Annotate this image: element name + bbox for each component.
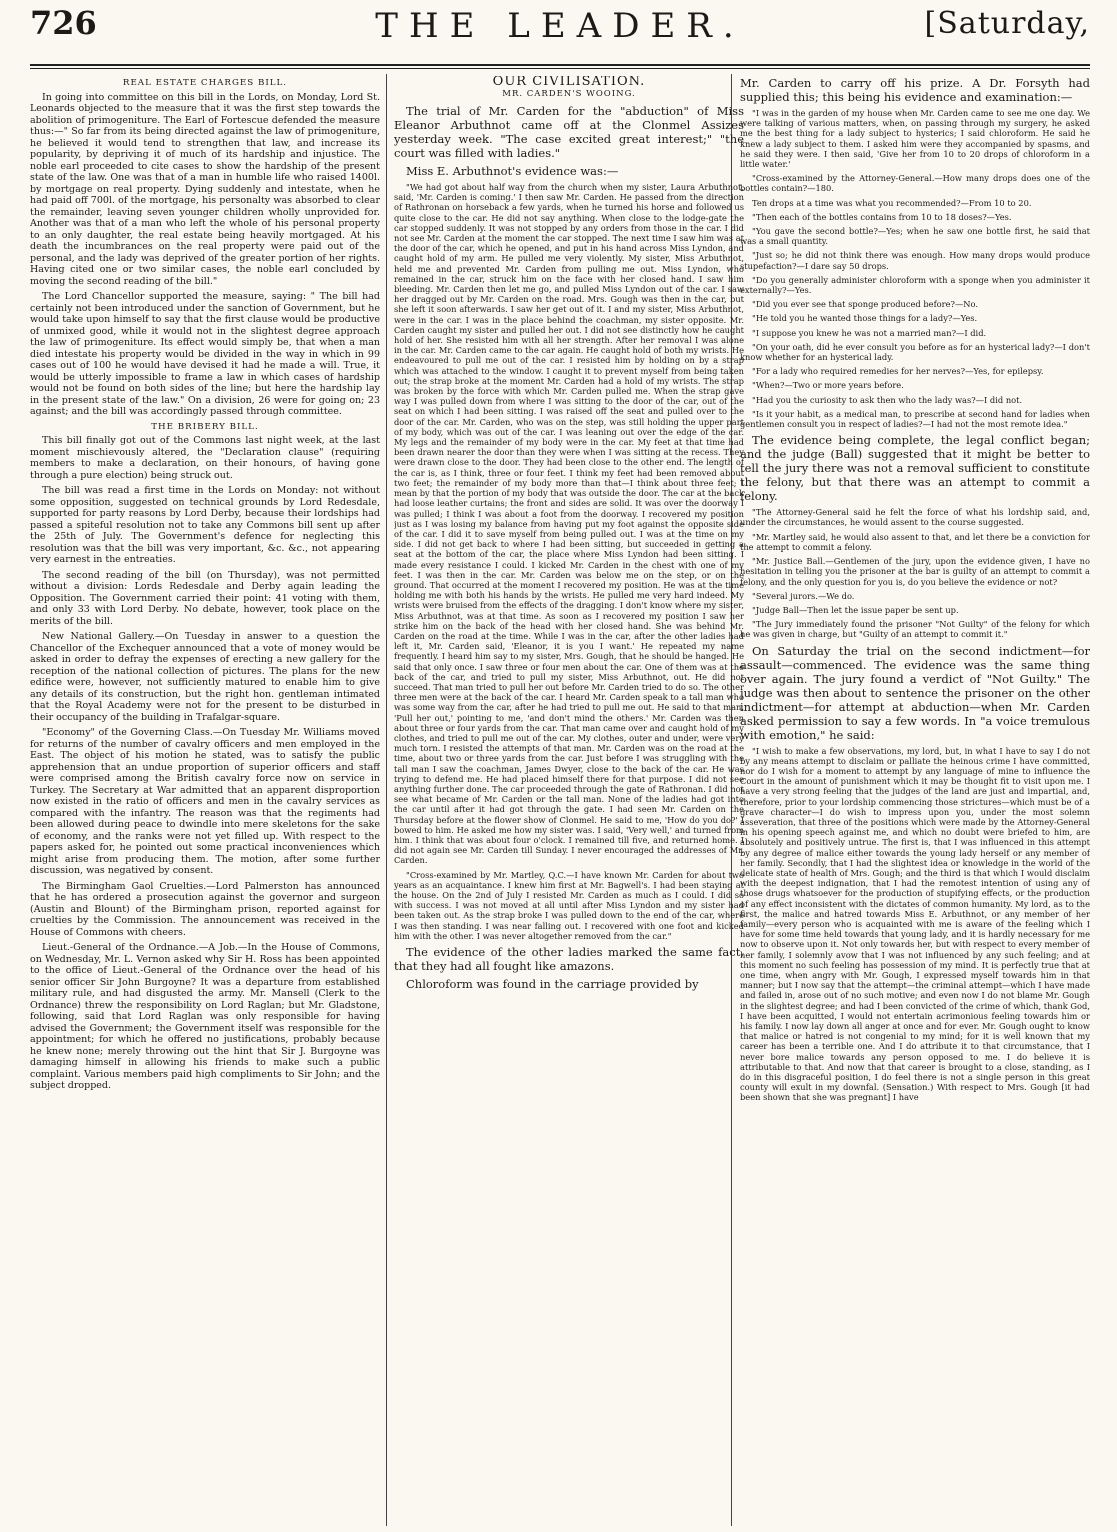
paragraph: The Lord Chancellor supported the measure, saying: " The bill had certainly not been introduced under the sanction of Government, but he would take upon himself to say that the first clause would be productive of unmixed good, while it would not in the slightest degree approach the law of primogeniture. Its effect would simply be, that when a man died intestate his property would be divided in the way in which in 99 cases out of 100 he would have devised it had he made a will. True, it would be utterly impossible to frame a law in which cases of hardship would not be found on both sides of the line; but here the hardship lay in the present state of the law." On a division, 26 were for going on; 23 against; and the bill was accordingly passed through committee. [30,291,380,417]
paragraph: Chloroform was found in the carriage provided by [406,977,699,992]
header-rule [30,64,1090,66]
paragraph: The trial of Mr. Carden for the "abduction" of Miss Eleanor Arbuthnot came off at the Clonmel Assizes yesterday week. "The case excited great interest;" "the court was filled with ladies." [394,104,744,160]
paragraph: New National Gallery.—On Tuesday in answer to a question the Chancellor of the Exchequer announced that a vote of money would be asked in order to defray the expenses of erecting a new gallery for the reception of the national collection of pictures. The plans for the new edifice were, however, not sufficiently matured to enable him to give any details of its construction, but the right hon. gentleman intimated that the Royal Academy were not for the present to be disturbed in their occupancy of the building in Trafalgar-square. [30,631,380,723]
paragraph: The evidence being complete, the legal conflict began; and the judge (Ball) suggested that it might be better to tell the jury there was not a removal sufficient to constitute the felony, but that there was an attempt to commit a felony. [740,433,1090,504]
paragraph: "Mr. Martley said, he would also assent to that, and let there be a conviction for the attempt to commit a felony. [740,531,1090,552]
paragraph: The bill was read a first time in the Lords on Monday: not without some opposition, suggested on technical grounds by Lord Redesdale, supported for party reasons by Lord Derby, because their lordships had passed a spiteful resolution not to take any Commons bill sent up after the 25th of July. The Government's defence for neglecting this resolution was that the bill was very important, &c. &c., not appearing very earnest in the entreaties. [30,485,380,565]
column-2 [394,76,744,1522]
paragraph: The Birmingham Gaol Cruelties.—Lord Palmerston has announced that he has ordered a prosecution against the governor and surgeon (Austin and Blount) of the Birmingham prison, reported against for cruelties by the Commission. The announcement was received in the House of Commons with cheers. [30,880,380,938]
paragraph: This bill finally got out of the Commons last night week, at the last moment mischievously altered, the "Declaration clause" (requiring members to make a declaration, on their honours, of having gone through a pure election) being struck out. [30,435,380,481]
paragraph: "I suppose you knew he was not a married man?—I did. [752,327,987,338]
paragraph: "Then each of the bottles contains from 10 to 18 doses?—Yes. [752,211,1012,222]
paragraph: "Is it your habit, as a medical man, to prescribe at second hand for ladies when gentlemen consult you in respect of ladies?—I had not the most remote idea." [740,408,1090,430]
paragraph: "I wish to make a few observations, my lord, but, in what I have to say I do not by any means attempt to disclaim or palliate the heinous crime I have committed, nor do I wish for a moment to attempt by any language of mine to influence the Court in the amount of punishment which it may be thought fit to visit upon me. I have a very strong feeling that the judges of the land are just and impartial, and, therefore, prior to your lordship commencing those strictures—which must be of a grave character—I do wish to impress upon you, under the most solemn asseveration, that three of the positions which were made by the Attorney-General in his opening speech against me, and which no doubt were briefed to him, are absolutely and positively untrue. The first is, that I was influenced in this attempt by any degree of malice either towards the young lady herself or any member of her family. Secondly, that I had the slightest idea or knowledge in the world of the delicate state of health of Mrs. Gough; and the third is that which I would disclaim with the deepest indignation, that I had the remotest intention of using any of those drugs whatsoever for the production of stupifying effects, or the production of any effect inconsistent with the dictates of common humanity. My lord, as to the first, the malice and hatred towards Miss E. Arbuthnot, or any member of her family—every person who is acquainted with me is aware of the feeling which I have for some time held towards that young lady, and it is hardly necessary for me now to observe upon it. Not only towards her, but with respect to every member of her family, I solemnly avow that I was not influenced by any such feeling; and at this moment no such feeling has possession of my mind. It is perfectly true that at one time, when angry with Mr. Gough, I expressed myself towards him in that manner; but I now say that the attempt—the criminal attempt—which I have made and failed in, arose out of no such motive; and even now I do not blame Mr. Gough in the slightest degree; and had I been convicted of the crime of which, thank God, I have been acquitted, I would not entertain acrimonious feeling towards him or his family. I now lay down all anger at once and for ever. Mr. Gough ought to know that malice or hatred is not congenial to my mind; for it is well known that my career has been a terrible one. And I do attribute it to that circumstance, that I never bore malice towards any person opposed to me. I do believe it is attributable to that. And now that that career is brought to a close, standing, as I do in this disgraceful position, I do feel there is not a single person in this great county will exult in my downfal. (Sensation.) With respect to Mrs. Gough [it had been shown that she was pregnant] I have [740,745,1090,1103]
paragraph: In going into committee on this bill in the Lords, on Monday, Lord St. Leonards objected to the measure that it was the first step towards the abolition of primogeniture. The Earl of Fortescue defended the measure thus:—" So far from its being directed against the law of primogeniture, he believed it would tend to strengthen that law, and increase its popularity, by depriving it of much of its hardship and injustice. The noble earl proceeded to cite cases to show the hardship of the present state of the law. One was that of a man in humble life who raised 1400l. by mortgage on real property. Dying suddenly and intestate, when he had paid off 700l. of the mortgage, his personalty was absorbed to clear the remainder, leaving seven younger children wholly unprovided for. Another was that of a man who left the whole of his personal property to an only daughter, the real estate being heavily mortgaged. At his death the incumbrances on the real property were paid out of the personal, and the lady was deprived of the greater portion of her rights. Having cited one or two similar cases, the noble earl concluded by moving the second reading of the bill." [30,91,380,287]
subheading-carden: MR. CARDEN'S WOOING. [502,88,636,99]
paragraph: "You gave the second bottle?—Yes; when he saw one bottle first, he said that was a small quantity. [740,226,1090,247]
paragraph: "He told you he wanted those things for a lady?—Yes. [752,313,978,324]
paragraph: "Economy" of the Governing Class.—On Tuesday Mr. Williams moved for returns of the number of cavalry officers and men employed in the East. The object of his motion he stated, was to satisfy the public apprehension that an undue proportion of superior officers and staff were comprised among the British cavalry force now on service in Turkey. The Secretary at War admitted that an apparent disproportion now existed in the ratio of officers and men in the cavalry services as compared with the infantry. The reason was that the regiments had been allowed during peace to dwindle into mere skeletons for the sake of economy, and the ranks were not yet filled up. With respect to the papers asked for, he pointed out some practical inconveniences which might arise from producing them. The motion, after some further discussion, was negatived by consent. [30,727,380,876]
paragraph: "Mr. Justice Ball.—Gentlemen of the jury, upon the evidence given, I have no hesitation in telling you the prisoner at the bar is guilty of an attempt to commit a felony, and the only question for you is, do you believe the evidence or not? [740,556,1090,587]
paragraph: Lieut.-General of the Ordnance.—A Job.—In the House of Commons, on Wednesday, Mr. L. Vernon asked why Sir H. Ross has been appointed to the office of Lieut.-General of the Ordnance over the head of his senior officer Sir John Burgoyne? It was a departure from established military rule, and had disgusted the army. Mr. Mansell (Clerk to the Ordnance) threw the responsibility on Lord Raglan; but Mr. Gladstone, following, said that Lord Raglan was only responsible for having advised the Government; the Government itself was responsible for the appointment; for which he offered no justifications, probably because he knew none; merely throwing out the hint that Sir J. Burgoyne was damaging himself in allowing his friends to make such a public complaint. Various members paid high compliments to Sir John; and the subject dropped. [30,942,380,1091]
paragraph: "I was in the garden of my house when Mr. Carden came to see me one day. We were talking of various matters, when, on passing through my surgery, he asked me the best thing for a lady subject to hysterics; I said chloroform. He said he knew a lady subject to them. I asked him were they accompanied by spasms, and he said they were. I then said, 'Give her from 10 to 20 drops of chloroform in a little water.' [740,108,1090,170]
paragraph: "The Jury immediately found the prisoner "Not Guilty" of the felony for which he was given in charge, but "Guilty of an attempt to commit it." [740,619,1090,640]
masthead [30,4,1090,62]
paragraph: "The Attorney-General said he felt the force of what his lordship said, and, under the circumstances, he would assent to the course suggested. [740,507,1090,528]
paragraph: "On your oath, did he ever consult you before as for an hysterical lady?—I don't know whether for an hysterical lady. [740,341,1090,363]
issue-day: [Saturday, [924,6,1090,41]
paragraph: "We had got about half way from the church when my sister, Laura Arbuthnot, said, 'Mr. Carden is coming.' I then saw Mr. Carden. He passed from the direction of Rathronan on horseback a few yards, when he turned his horse and followed us quite close to the car. He did not say anything. When close to the lodge-gate the car stopped suddenly. It was not stopped by any orders from those in the car. I did not see Mr. Carden at the moment the car stopped. The next time I saw him was at the door of the car, which he opened, and put in his hand across Miss Lyndon, and caught hold of my arm. He pulled me very violently. My sister, Miss Arbuthnot, held me and prevented Mr. Carden from pulling me out. Miss Lyndon, who remained in the car, struck him on the face with her closed hand. I saw him bleeding. Mr. Carden then let me go, and pulled Miss Lyndon out of the car. I saw her dragged out by Mr. Carden on the road. Mrs. Gough was then in the car, but she left it soon afterwards. I saw her get out of it. I and my sister, Miss Arbuthnot, were in the car. I was in the place behind the coachman, my sister opposite. Mr. Carden caught my sister and pulled her out. I did not see distinctly how he caught hold of her. She resisted him with all her strength. After her removal I was alone in the car. Mr. Carden came to the car again. He caught hold of both my wrists. He endeavoured to pull me out of the car. I resisted him by holding on by a strap which was attached to the window. I caught it to prevent myself from being taken out; the strap broke at the moment Mr. Carden had a hold of my wrists. The strap was broken by the force with which Mr. Carden pulled me. When the strap gave way I was pulled down from where I was sitting to the door of the car, out of the seat on which I had been sitting. I was raised off the seat and pulled over to the door of the car. Mr. Carden, who was on the step, was still holding the upper part of my body, which was out of the car. I was leaning out over the edge of the car. My legs and the remainder of my body were in the car. My feet at that time had been drawn nearer the door than they were when I was sitting at the recess. They were drawn close to the door. They had been close to the other end. The length of the car is, as I think, three or four feet. I think my feet had been removed about two feet; the remainder of my body more than that—I think about three feet; I mean by that the portion of my body that was outside the door. The car at the back had loose leather curtains; the front and sides are solid. It was over the doorway I was pulled; I think I was about a foot from the doorway. I recovered my position just as I was losing my balance from having put my foot against the opposite side of the car. I did it to save myself from being pulled out. I was at the time on my side. I did not get back to where I had been sitting, but succeeded in getting a seat at the bottom of the car, the place where Miss Lyndon had been sitting. I made every resistance I could. I kicked Mr. Carden in the chest with one of my feet. I was then in the car. Mr. Carden was below me on the step, or on the ground. That occurred at the moment I recovered my position. He was at the time holding me with both his hands by the wrists. He pulled me very hard indeed. My wrists were bruised from the effects of the dragging. I don't know where my sister, Miss Arbuthnot, was at that time. As soon as I recovered my position I saw her strike him on the back of the head with her closed hand. She was behind Mr. Carden on the road at the time. While I was in the car, after the other ladies had left it, Mr. Carden said, 'Eleanor, it is you I want.' He repeated my name frequently. I heard him say to my sister, Mrs. Gough, that he should be hanged. He said that only once. I saw three or four men about the car. One of them was at the back of the car, and tried to pull my sister, Miss Arbuthnot, out. He did not succeed. That man tried to pull her out before Mr. Carden tried to do so. The other three men were at the back of the car. I heard Mr. Carden speak to a tall man who was some way from the car, after he had tried to pull me out. He said to that man, 'Pull her out,' pointing to me, 'and don't mind the others.' Mr. Carden was then about three or four yards from the car. That man came over and caught hold of my clothes, and tried to pull me out of the car. My clothes, outer and under, were very much torn. I resisted the attempts of that man. Mr. Carden was on the road at the time, about two or three yards from the car. Just before I was struggling with the tall man I saw the coachman, James Dwyer, close to the back of the car. He was trying to defend me. He had placed himself there for that purpose. I did not see anything further done. The car proceeded through the gate of Rathronan. I did not see what became of Mr. Carden or the tall man. None of the ladies had got into the car until after it had got through the gate. I had seen Mr. Carden on the Thursday before at the flower show of Clonmel. He said to me, 'How do you do?' I bowed to him. He asked me how my sister was. I said, 'Very well,' and turned from him. I think that was about four o'clock. I remained till five, and returned home. I did not again see Mr. Carden till Sunday. I never encouraged the addresses of Mr. Carden. [394,182,744,866]
paragraph: "For a lady who required remedies for her nerves?—Yes, for epilepsy. [752,366,1044,377]
column-3 [740,76,1090,1522]
paragraph: "Had you the curiosity to ask then who the lady was?—I did not. [752,394,1023,405]
paragraph: "Cross-examined by the Attorney-General.—How many drops does one of the bottles contain?—180. [740,173,1090,194]
paragraph: "Judge Ball—Then let the issue paper be sent up. [752,604,959,615]
heading-our-civilisation: OUR CIVILISATION. [492,76,646,89]
column-divider-1 [386,74,387,1526]
paragraph: The second reading of the bill (on Thursday), was not permitted without a division: Lords Redesdale and Derby again leading the Opposition. The Government carried their point: 41 voting with them, and only 33 with Lord Derby. No debate, however, took place on the merits of the bill. [30,569,380,627]
page-number: 726 [30,4,97,42]
paragraph: On Saturday the trial on the second indictment—for assault—commenced. The evidence was the same thing over again. The jury found a verdict of "Not Guilty." The judge was then about to sentence the prisoner on the other indictment—for attempt at abduction—when Mr. Carden asked permission to say a few words. In "a voice tremulous with emotion," he said: [740,643,1090,742]
paragraph: "Do you generally administer chloroform with a sponge when you administer it externally?—Yes. [740,274,1090,296]
paragraph: The evidence of the other ladies marked the same fact, that they had all fought like amazons. [394,945,744,974]
paragraph: Miss E. Arbuthnot's evidence was:— [406,164,619,178]
heading-real-estate: REAL ESTATE CHARGES BILL. [122,78,288,88]
paragraph: "Just so; he did not think there was enough. How many drops would produce stupefaction?—I dare say 50 drops. [740,250,1090,271]
paragraph: Mr. Carden to carry off his prize. A Dr. Forsyth had supplied this; this being his evidence and examination:— [740,76,1090,104]
paragraph: "Several jurors.—We do. [752,590,855,601]
paragraph: Ten drops at a time was what you recommended?—From 10 to 20. [752,197,1032,208]
heading-bribery: THE BRIBERY BILL. [151,421,259,432]
column-1 [30,76,380,1522]
newspaper-title: THE LEADER. [375,6,745,46]
paragraph: "Cross-examined by Mr. Martley, Q.C.—I have known Mr. Carden for about two years as an acquaintance. I knew him first at Mr. Bagwell's. I had been staying at the house. On the 2nd of July I resisted Mr. Carden as much as I could. I did so with success. I was not moved at all until after Miss Lyndon and my sister had been taken out. As the strap broke I was pulled down to the end of the car, where I was then standing. I was near falling out. I recovered with one foot and kicked him with the other. I was never altogether removed from the car." [394,869,744,941]
paragraph: "When?—Two or more years before. [752,380,904,391]
paragraph: "Did you ever see that sponge produced before?—No. [752,299,979,310]
header-rule-thin [30,68,1090,69]
